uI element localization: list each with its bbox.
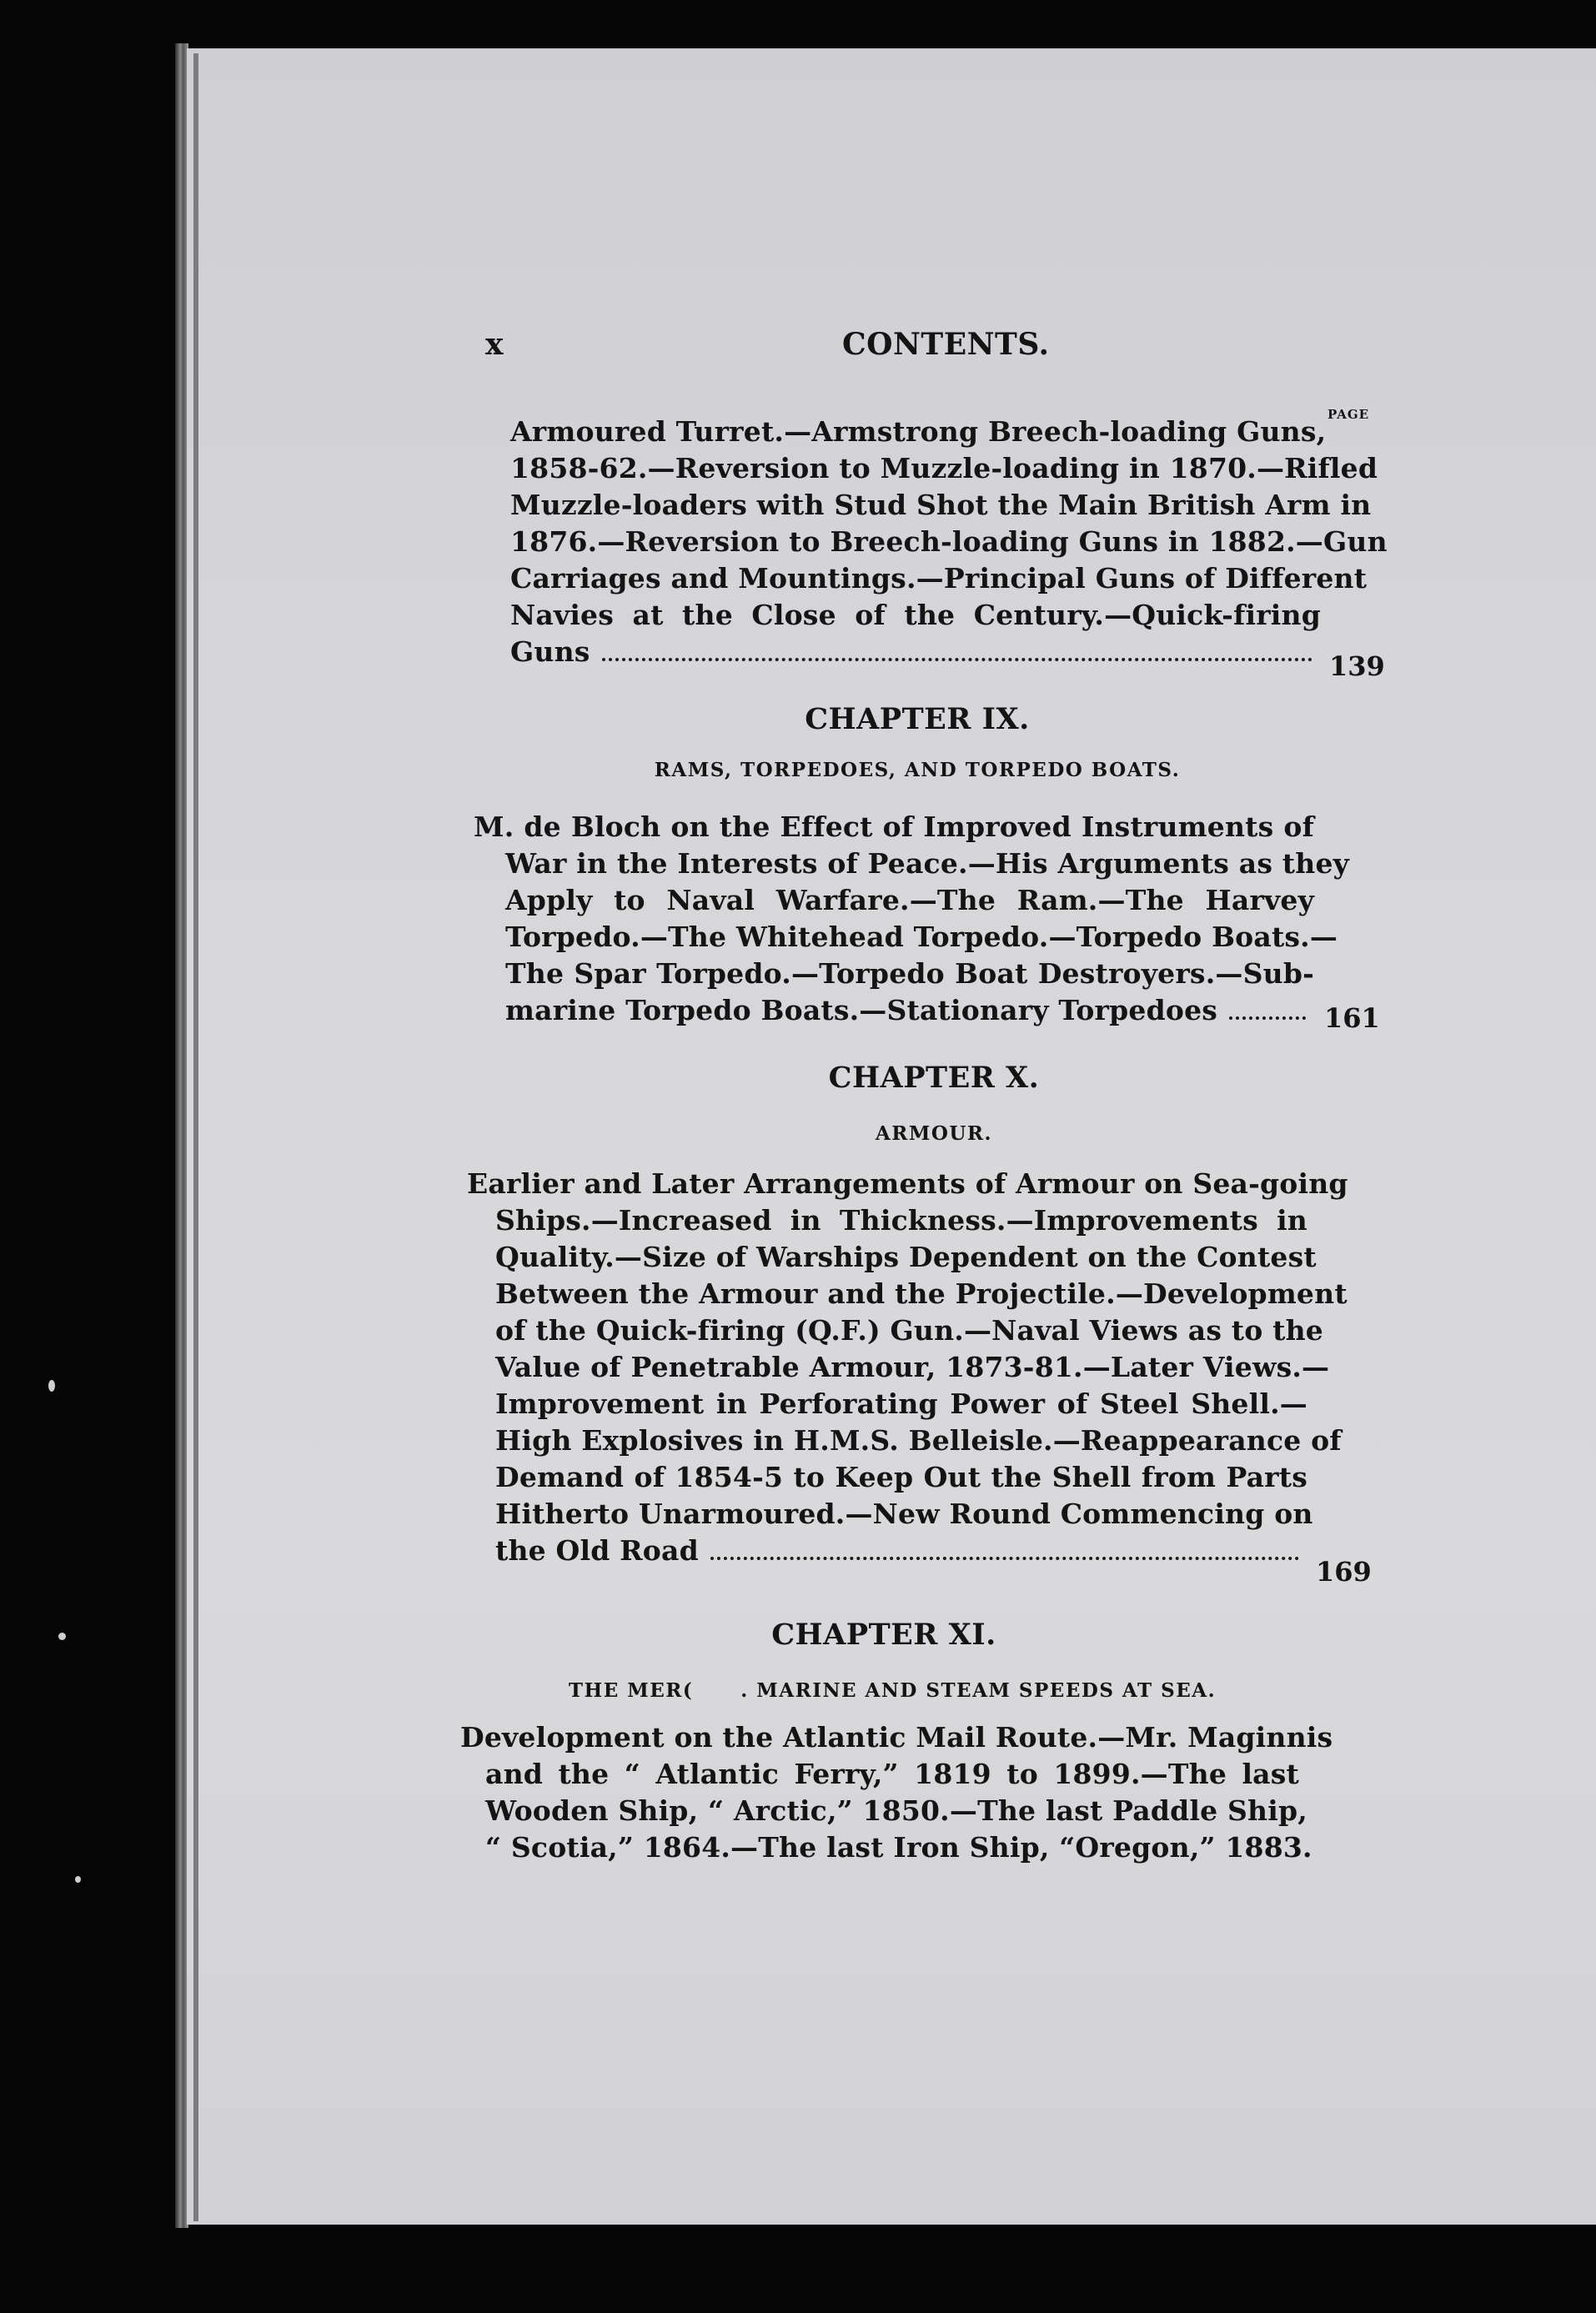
toc-text-line: and the “ Atlantic Ferry,” 1819 to 1899.—The last [485, 1758, 1299, 1790]
toc-text-line: Apply to Naval Warfare.—The Ram.—The Harvey [505, 884, 1314, 916]
page-gutter-shadow [193, 53, 198, 2221]
toc-text-line: Hitherto Unarmoured.—New Round Commencing on [495, 1498, 1313, 1530]
toc-page-number: 169 [1316, 1556, 1372, 1588]
toc-text-line: 1876.—Reversion to Breech-loading Guns in 1882.—Gun [510, 525, 1388, 558]
toc-text-line: The Spar Torpedo.—Torpedo Boat Destroyers.—Sub- [505, 957, 1314, 990]
chapter-subtitle: ARMOUR. [875, 1122, 993, 1145]
toc-text-line: “ Scotia,” 1864.—The last Iron Ship, “Oregon,” 1883. [485, 1831, 1312, 1864]
toc-entry-final-line [474, 992, 1314, 1029]
toc-text-line: High Explosives in H.M.S. Belleisle.—Reappearance of [495, 1424, 1342, 1457]
dot-leader [1229, 1016, 1306, 1020]
toc-text-line: Ships.—Increased in Thickness.—Improvements in [495, 1204, 1307, 1237]
dot-leader [602, 658, 1312, 661]
toc-text-line: Quality.—Size of Warships Dependent on the Contest [495, 1241, 1317, 1273]
section-ch9 [474, 809, 1350, 1029]
toc-text-line: Between the Armour and the Projectile.—Development [495, 1277, 1348, 1310]
toc-text-line: Wooden Ship, “ Arctic,” 1850.—The last Paddle Ship, [485, 1794, 1307, 1827]
section-ch11 [460, 1719, 1333, 1866]
toc-text-line: Navies at the Close of the Century.—Quick-firing [510, 599, 1321, 631]
page-column-label: PAGE [1327, 407, 1370, 422]
page-roman-numeral: x [485, 327, 504, 362]
toc-entry-final-line [467, 1533, 1307, 1569]
toc-text-line: Earlier and Later Arrangements of Armour on Sea-going [467, 1167, 1348, 1200]
toc-text-line: Carriages and Mountings.—Principal Guns of Different [510, 562, 1368, 595]
scan-speck [58, 1633, 66, 1640]
toc-text-line: Demand of 1854-5 to Keep Out the Shell from Parts [495, 1461, 1307, 1493]
toc-text-line: of the Quick-firing (Q.F.) Gun.—Naval Views as to the [495, 1314, 1323, 1347]
toc-text-line: the Old Road [495, 1534, 699, 1567]
chapter-heading: CHAPTER X. [828, 1061, 1040, 1095]
toc-text-line: 1858-62.—Reversion to Muzzle-loading in 1870.—Rifled [510, 452, 1378, 484]
chapter-subtitle: RAMS, TORPEDOES, AND TORPEDO BOATS. [654, 759, 1181, 781]
toc-entry-final-line [510, 634, 1321, 670]
chapter-heading: CHAPTER XI. [771, 1618, 996, 1652]
toc-text-line: War in the Interests of Peace.—His Arguments as they [505, 847, 1350, 880]
toc-text-line: Muzzle-loaders with Stud Shot the Main British Arm in [510, 489, 1372, 521]
toc-text-line: Armoured Turret.—Armstrong Breech-loading Guns, [510, 415, 1327, 448]
chapter-subtitle: THE MER( . MARINE AND STEAM SPEEDS AT SEA. [568, 1679, 1217, 1702]
toc-text-line: Guns [510, 635, 590, 668]
toc-page-number: 139 [1329, 650, 1385, 682]
toc-text-line: Development on the Atlantic Mail Route.—Mr. Maginnis [460, 1721, 1333, 1754]
chapter-heading: CHAPTER IX. [805, 702, 1030, 736]
toc-text-line: M. de Bloch on the Effect of Improved Instruments of [474, 810, 1314, 843]
toc-page-number: 161 [1324, 1002, 1380, 1034]
section-ch10 [467, 1166, 1348, 1569]
dot-leader [710, 1557, 1299, 1560]
toc-text-line: Torpedo.—The Whitehead Torpedo.—Torpedo Boats.— [505, 921, 1338, 953]
toc-text-line: Improvement in Perforating Power of Steel Shell.— [495, 1387, 1307, 1420]
toc-text-line: marine Torpedo Boats.—Stationary Torpedoes [505, 994, 1218, 1026]
scan-speck [48, 1380, 55, 1392]
scan-speck [75, 1876, 81, 1883]
page-title: CONTENTS. [842, 327, 1050, 362]
toc-text-line: Value of Penetrable Armour, 1873-81.—Later Views.— [495, 1351, 1330, 1383]
